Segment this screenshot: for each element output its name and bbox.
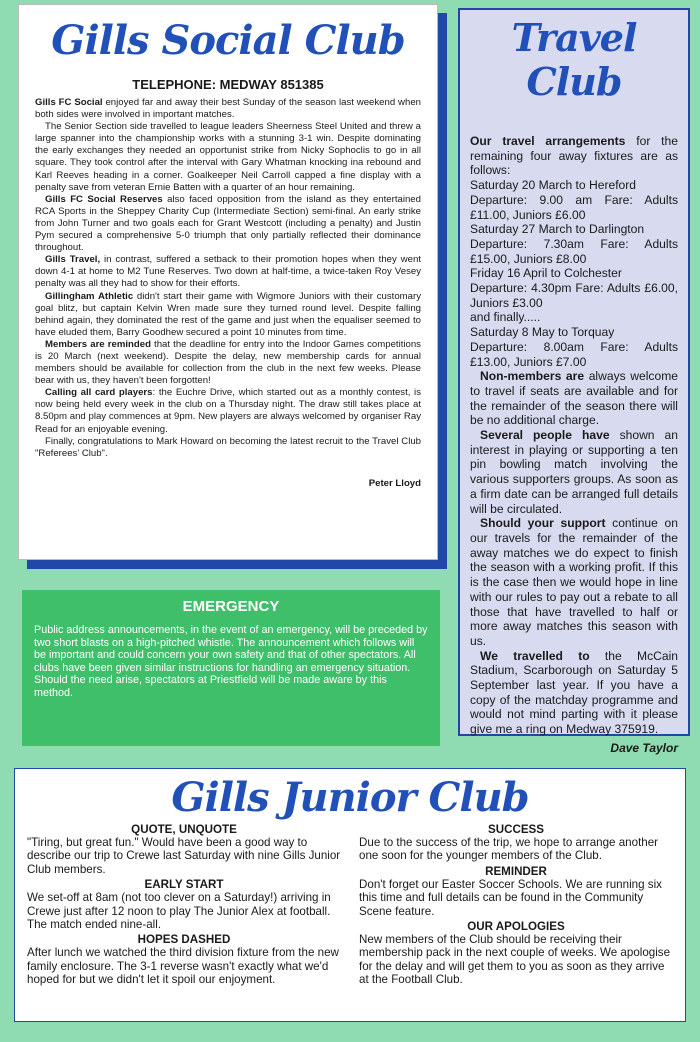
junior-text: Don't forget our Easter Soccer Schools. We are running six this time and full details can be found in the Community Scene feature. [359, 877, 662, 918]
junior-heading: OUR APOLOGIES [467, 920, 565, 934]
travel-signature: Dave Taylor [610, 740, 678, 755]
junior-columns [27, 823, 673, 989]
social-paragraph: Gills FC Social Reserves also faced opposition from the island as they entertained RCA Sports in the Sheppey Charity Cup (Intermediate Section) semi-final. An early strike from John Turner and two goals each for Grant Westcott (including a penalty) and Justin Pym secured a comprehensive 5-0 triumph that only partially reflected their dominance throughout. [35, 193, 421, 254]
travel-paragraph: We travelled to the McCain Stadium, Scarborough on Saturday 5 September last year. If you have a copy of the matchday programme and would not mind parting with it please give me a ring on Medway 375919. [470, 648, 678, 737]
junior-club-panel [14, 768, 686, 1022]
emergency-text: Public address announcements, in the event of an emergency, will be preceded by two short blasts on a high-pitched whistle. The announcement which follows will be important and could concern your own safety and that of other spectators. All clubs have been given similar instructions for handling an emergency situation. Should the need arise, spectators at Priestfield will be made aware by this method. [34, 624, 428, 699]
junior-text: "Tiring, but great fun." Would have been a good way to describe our trip to Crewe last Saturday with nine Gills Junior Club members. [27, 836, 341, 876]
junior-heading: SUCCESS [487, 823, 545, 836]
fixture-date: Saturday 8 May to Torquay [470, 325, 615, 340]
fixture-details: Departure: 8.00am Fare: Adults £13.00, Juniors £7.00 [470, 339, 678, 369]
junior-text: After lunch we watched the third division fixture from the new family enclosure. The 3-1 reverse wasn't exactly what we'd hoped for but we didn't let it spoil our enjoyment. [27, 946, 339, 987]
junior-text: Due to the success of the trip, we hope to arrange another one soon for the younger members of the Club. [359, 836, 659, 863]
junior-heading: QUOTE, UNQUOTE [131, 823, 237, 836]
travel-paragraph: Should your support continue on our travels for the remainder of the away matches we do expect to finish the season with a working profit. If this is the case then we would hope in line with our rules to pay out a rebate to all those that have travelled to half or more away matches this season with us. [470, 516, 678, 648]
travel-paragraph: Several people have shown an interest in playing or supporting a ten pin bowling match involving the various supporters groups. As soon as a firm date can be arranged full details will be circulated. [470, 428, 678, 516]
fixture-date: Friday 16 April to Colchester [470, 266, 622, 281]
social-telephone: TELEPHONE: MEDWAY 851385 [132, 77, 324, 92]
fixture-details: Departure: 9.00 am Fare: Adults £11.00, Juniors £6.00 [470, 192, 678, 222]
social-club-body [35, 97, 421, 460]
junior-club-title: Gills Junior Club [171, 774, 529, 821]
social-paragraph: Calling all card players: the Euchre Drive, which started out as a monthly contest, is now being held every week in the club on a Thursday night. The draw still takes place at 8.50pm and play commences at 9pm. New players are always welcomed by organiser Ray Read for an enjoyable evening. [35, 387, 421, 435]
social-signature: Peter Lloyd [368, 477, 421, 489]
fixture-details: Departure: 4.30pm Fare: Adults £6.00, Juniors £3.00 [470, 281, 678, 310]
fixture-details: Departure: 7.30am Fare: Adults £15.00, Juniors £8.00 [470, 236, 678, 266]
social-paragraph: Finally, congratulations to Mark Howard on becoming the latest recruit to the Travel Club "Referees' Club". [35, 435, 421, 459]
travel-intro: Our travel arrangements for the remaining four away fixtures are as follows: [470, 134, 678, 178]
social-paragraph: The Senior Section side travelled to league leaders Sheerness Steel United and threw a large spanner into the championship works with a stunning 3-1 win. Despite dominating the early exchanges they needed an opportunist strike from Nicky Sophoclis to go in all square. They took control after the interval with Gary Whatman knocking ina rebound and Karl Reeves heading in a corner. Goalkeeper Neil Carroll capped a fine display with a penalty save from veteran Ernie Batten with a quarter of an hour remaining. [35, 121, 421, 193]
fixture-date: Saturday 27 March to Darlington [470, 222, 645, 237]
emergency-heading: EMERGENCY [182, 598, 280, 615]
travel-club-body [470, 134, 678, 737]
social-club-panel [18, 4, 438, 560]
social-paragraph: Gills FC Social enjoyed far and away their best Sunday of the season last weekend when both sides were involved in important matches. [35, 97, 421, 121]
travel-club-panel [458, 8, 690, 755]
junior-text: We set-off at 8am (not too clever on a Saturday!) arriving in Crewe just after 12 noon to play The Junior Alex at football. The match ended nine-all. [27, 891, 331, 932]
junior-heading: REMINDER [485, 864, 547, 878]
social-paragraph: Gillingham Athletic didn't start their game with Wigmore Juniors with their customary goal blitz, but captain Kelvin Wren made sure they turned round level. Despite falling behind again, they dominated the rest of the game and just when the equaliser seemed to have eluded them, Barry Goodhew secured a point 10 minutes from time. [35, 290, 422, 338]
travel-club-title: Travel Club [511, 15, 637, 104]
social-paragraph: Members are reminded that the deadline for entry into the Indoor Games competitions is 20 March (next weekend). Despite the delay, new membership cards for annual members should be available for collection from the club in the next few weeks. Please bear with us, they haven't been forgotten! [35, 338, 421, 387]
social-club-title: Gills Social Club [51, 17, 405, 64]
fixture-date: Saturday 20 March to Hereford [470, 178, 637, 193]
junior-text: New members of the Club should be receiving their membership pack in the next couple of weeks. We apologise for the delay and will get them to you as soon as they arrive at the Football Club. [359, 933, 671, 987]
junior-heading: EARLY START [144, 878, 224, 892]
fixture-date: and finally..... [470, 310, 541, 325]
junior-left-column [27, 823, 341, 989]
junior-heading: HOPES DASHED [137, 933, 231, 947]
travel-paragraph: Non-members are always welcome to travel if seats are available and for the remainder of the season there will be no additional charge. [470, 369, 678, 428]
junior-right-column [359, 823, 673, 989]
emergency-panel [22, 590, 440, 746]
social-paragraph: Gills Travel, in contrast, suffered a setback to their promotion hopes when they went down 4-1 at home to M2 Tune Reserves. Two down at half-time, a twice-taken Roy Vesey penalty was all they had to show for their efforts. [35, 254, 421, 290]
